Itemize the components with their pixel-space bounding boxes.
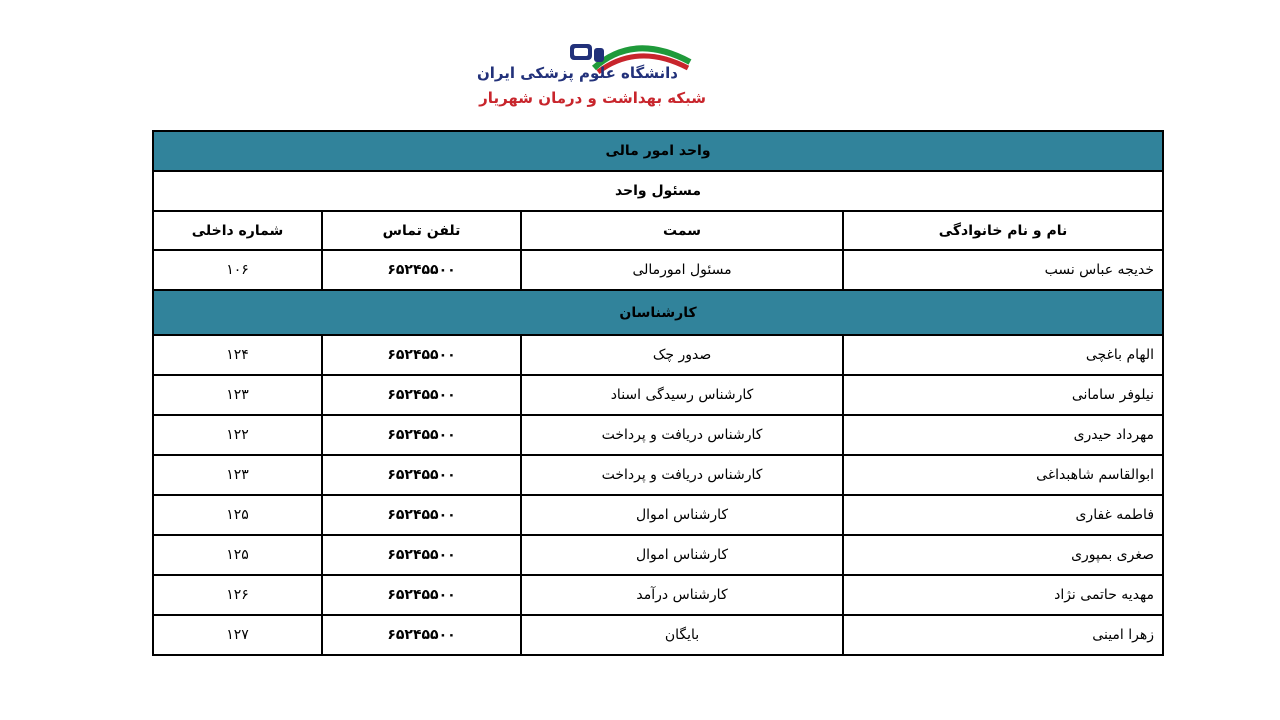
person-name: صغری بمپوری [843, 535, 1163, 575]
table-row [153, 375, 1163, 415]
person-position: کارشناس دریافت و پرداخت [521, 455, 843, 495]
person-phone: ۶۵۲۴۵۵۰۰ [322, 335, 521, 375]
table-title-row [153, 131, 1163, 171]
person-ext: ۱۲۲ [153, 415, 322, 455]
person-ext: ۱۰۶ [153, 250, 322, 290]
person-phone: ۶۵۲۴۵۵۰۰ [322, 495, 521, 535]
staff-table [152, 130, 1164, 656]
person-phone: ۶۵۲۴۵۵۰۰ [322, 575, 521, 615]
experts-rows [153, 335, 1163, 655]
person-phone: ۶۵۲۴۵۵۰۰ [322, 455, 521, 495]
person-position: مسئول امورمالی [521, 250, 843, 290]
university-logo [476, 38, 706, 116]
person-ext: ۱۲۶ [153, 575, 322, 615]
person-name: ابوالقاسم شاهبداغی [843, 455, 1163, 495]
column-header-ext: شماره داخلی [153, 211, 322, 250]
person-position: کارشناس اموال [521, 495, 843, 535]
head-section-label: مسئول واحد [153, 171, 1163, 211]
person-ext: ۱۲۳ [153, 375, 322, 415]
unit-title: واحد امور مالی [153, 131, 1163, 171]
network-name: شبکه بهداشت و درمان شهریار [479, 89, 706, 107]
person-ext: ۱۲۴ [153, 335, 322, 375]
table-row [153, 455, 1163, 495]
person-phone: ۶۵۲۴۵۵۰۰ [322, 375, 521, 415]
person-position: کارشناس درآمد [521, 575, 843, 615]
person-name: فاطمه غفاری [843, 495, 1163, 535]
person-position: کارشناس رسیدگی اسناد [521, 375, 843, 415]
section-header-row [153, 171, 1163, 211]
person-name: خدیجه عباس نسب [843, 250, 1163, 290]
table-row [153, 415, 1163, 455]
table-row [153, 615, 1163, 655]
person-ext: ۱۲۵ [153, 495, 322, 535]
person-ext: ۱۲۷ [153, 615, 322, 655]
person-phone: ۶۵۲۴۵۵۰۰ [322, 415, 521, 455]
person-phone: ۶۵۲۴۵۵۰۰ [322, 535, 521, 575]
section-header-row [153, 290, 1163, 335]
column-header-phone: تلفن تماس [322, 211, 521, 250]
person-position: کارشناس اموال [521, 535, 843, 575]
person-position: صدور چک [521, 335, 843, 375]
person-name: زهرا امینی [843, 615, 1163, 655]
table-row [153, 335, 1163, 375]
table-row [153, 250, 1163, 290]
person-phone: ۶۵۲۴۵۵۰۰ [322, 615, 521, 655]
column-header-name: نام و نام خانوادگی [843, 211, 1163, 250]
column-header-row [153, 211, 1163, 250]
experts-section-label: کارشناسان [153, 290, 1163, 335]
person-ext: ۱۲۳ [153, 455, 322, 495]
person-name: نیلوفر سامانی [843, 375, 1163, 415]
person-ext: ۱۲۵ [153, 535, 322, 575]
person-position: بایگان [521, 615, 843, 655]
person-phone: ۶۵۲۴۵۵۰۰ [322, 250, 521, 290]
table-row [153, 495, 1163, 535]
table-row [153, 575, 1163, 615]
university-name: دانشگاه علوم پزشکی ایران [476, 64, 678, 82]
column-header-position: سمت [521, 211, 843, 250]
person-position: کارشناس دریافت و پرداخت [521, 415, 843, 455]
person-name: مهرداد حیدری [843, 415, 1163, 455]
person-name: الهام باغچی [843, 335, 1163, 375]
person-name: مهدیه حاتمی نژاد [843, 575, 1163, 615]
table-row [153, 535, 1163, 575]
